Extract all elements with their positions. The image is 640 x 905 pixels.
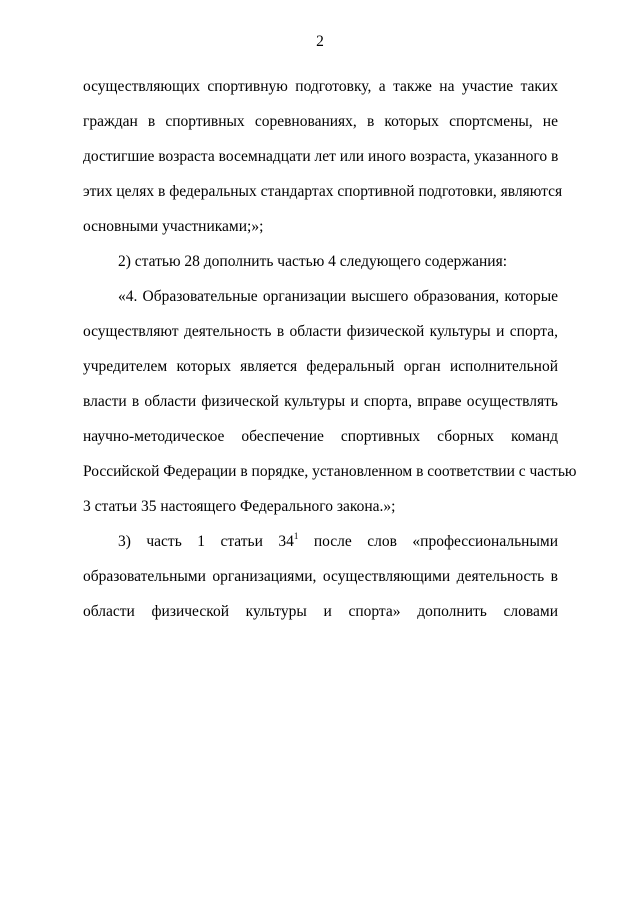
text-line: «4. Образовательные организации высшего образования, которые	[118, 288, 558, 305]
list-item-2: 2) статью 28 дополнить частью 4 следующего содержания:	[118, 253, 508, 270]
text-line: достигшие возраста восемнадцати лет или иного возраста, указанного в	[83, 148, 559, 165]
list-item-3	[118, 532, 558, 552]
text-line: осуществляющих спортивную подготовку, а также на участие таких	[83, 78, 558, 95]
text-line: научно-методическое обеспечение спортивных сборных команд	[83, 428, 558, 445]
list-item-3-end: после слов «профессиональными	[298, 533, 558, 550]
text-line: власти в области физической культуры и спорта, вправе осуществлять	[83, 393, 558, 410]
text-line: 3 статьи 35 настоящего Федерального закона.»;	[83, 498, 396, 515]
text-line: осуществляют деятельность в области физической культуры и спорта,	[83, 323, 558, 340]
text-line: образовательными организациями, осуществляющими деятельность в	[83, 568, 558, 585]
text-line: этих целях в федеральных стандартах спортивной подготовки, являются	[83, 183, 563, 200]
page-number: 2	[316, 33, 324, 50]
superscript: 1	[293, 531, 299, 541]
text-line: основными участниками;»;	[83, 218, 264, 235]
text-line: Российской Федерации в порядке, установленном в соответствии с частью	[83, 463, 577, 480]
text-line: граждан в спортивных соревнованиях, в которых спортсмены, не	[83, 113, 558, 130]
text-line: учредителем которых является федеральный орган исполнительной	[83, 358, 558, 375]
list-item-3-start: 3) часть 1 статьи 34	[118, 533, 294, 550]
text-line: области физической культуры и спорта» дополнить словами	[83, 603, 558, 620]
